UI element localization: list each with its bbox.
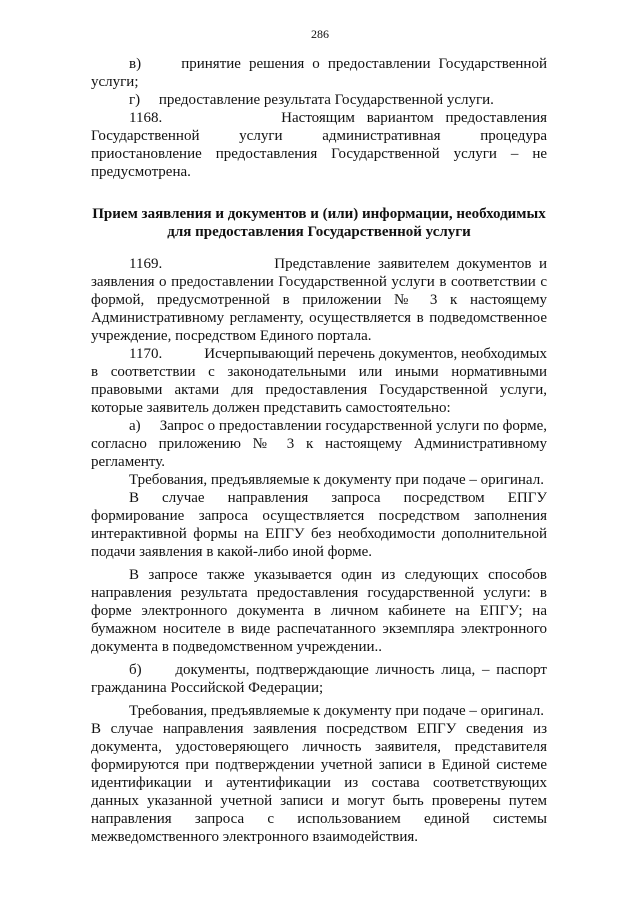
paragraph-epgu-request: В случае направления запроса посредством ЕПГУ формирование запроса осуществляется посредством заполнения интерактивной формы на ЕПГУ без необходимости дополнительной подачи заявления в какой-либо иной форме.	[91, 490, 547, 560]
paragraph-1168: 1168. Настоящим вариантом предоставления Государственной услуги административная процедура приостановление предоставления Государственной услуги – не предусмотрена.	[91, 110, 547, 180]
page-number: 286	[311, 27, 329, 41]
paragraph-item-v: в) принятие решения о предоставлении Государственной услуги;	[91, 56, 547, 90]
paragraph-item-a: а) Запрос о предоставлении государственной услуги по форме, согласно приложению № 3 к настоящему Административному регламенту.	[91, 418, 547, 470]
paragraph-item-b: б) документы, подтверждающие личность лица, – паспорт гражданина Российской Федерации;	[91, 662, 547, 696]
section-heading: Прием заявления и документов и (или) информации, необходимых для предоставления Государственной услуги	[92, 206, 546, 240]
document-body	[91, 55, 547, 846]
spacer	[91, 181, 547, 205]
paragraph-requirements-2: Требования, предъявляемые к документу при подаче – оригинал.	[129, 703, 544, 719]
paragraph-requirements-1: Требования, предъявляемые к документу при подаче – оригинал.	[129, 472, 544, 488]
paragraph-item-g: г) предоставление результата Государственной услуги.	[129, 92, 494, 108]
paragraph-1170: 1170. Исчерпывающий перечень документов, необходимых в соответствии с законодательными или иными нормативными правовыми актами для предоставления Государственной услуги, которые заявитель должен представить самостоятельно:	[91, 346, 547, 416]
paragraph-result-delivery: В запросе также указывается один из следующих способов направления результата предоставления государственной услуги: в форме электронного документа в личном кабинете на ЕПГУ; на бумажном носителе в виде распечатанного экземпляра электронного документа в подведомственном учреждении..	[91, 567, 547, 655]
paragraph-1169: 1169. Представление заявителем документов и заявления о предоставлении Государственной услуги в соответствии с формой, предусмотренной в приложении № 3 к настоящему Административному регламенту, осуществляется в подведомственное учреждение, посредством Единого портала.	[91, 256, 547, 344]
paragraph-epgu-identity: В случае направления заявления посредством ЕПГУ сведения из документа, удостоверяющего личность заявителя, представителя формируются при подтверждении учетной записи в Единой системе идентификации и аутентификации из состава соответствующих данных указанной учетной записи и могут быть проверены путем направления запроса с использованием единой системы межведомственного электронного взаимодействия.	[91, 721, 547, 845]
spacer	[91, 241, 547, 255]
